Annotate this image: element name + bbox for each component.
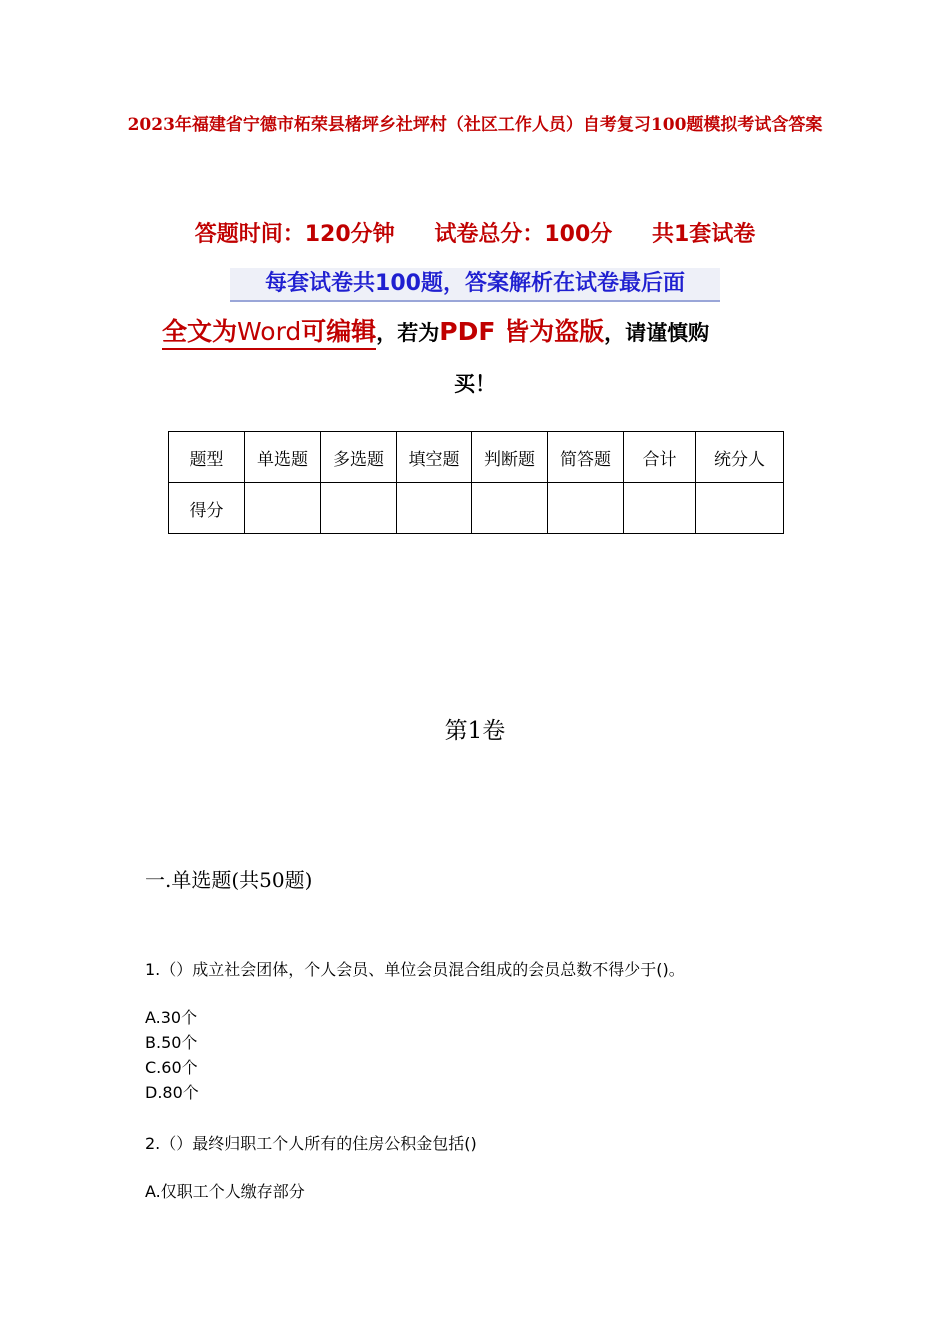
notice-text-3: 买！ <box>454 372 496 396</box>
header-cell: 题型 <box>169 432 245 483</box>
answer-note: 每套试卷共100题，答案解析在试卷最后面 <box>230 268 720 302</box>
option: A.仅职工个人缴存部分 <box>145 1182 305 1201</box>
score-cell <box>321 483 397 534</box>
question-options <box>145 1005 199 1105</box>
exam-time: 答题时间：120分钟 <box>194 222 395 247</box>
header-cell: 合计 <box>624 432 696 483</box>
header-cell: 统分人 <box>696 432 784 483</box>
score-cell <box>696 483 784 534</box>
volume-heading: 第1卷 <box>444 718 506 744</box>
pdf-piracy-notice: PDF 皆为盗版 <box>439 317 605 346</box>
score-table <box>168 431 784 534</box>
score-table-score-row <box>169 483 784 534</box>
row-label-cell: 得分 <box>169 483 245 534</box>
editable-notice: 全文为Word可编辑 <box>162 317 376 350</box>
exam-total-score: 试卷总分：100分 <box>434 222 613 247</box>
score-cell <box>548 483 624 534</box>
header-cell: 单选题 <box>245 432 321 483</box>
header-cell: 判断题 <box>472 432 548 483</box>
option: B.50个 <box>145 1033 198 1052</box>
document-title: 2023年福建省宁德市柘荣县楮坪乡社坪村（社区工作人员）自考复习100题模拟考试含答案 <box>127 115 823 135</box>
score-cell <box>472 483 548 534</box>
score-table-header-row <box>169 432 784 483</box>
header-cell: 填空题 <box>397 432 472 483</box>
option: A.30个 <box>145 1008 198 1027</box>
notice-text-1: ，若为 <box>376 321 440 345</box>
word-label: Word <box>237 317 302 346</box>
score-cell <box>624 483 696 534</box>
exam-info <box>0 220 950 250</box>
score-cell <box>245 483 321 534</box>
notice-text-2: ，请谨慎购 <box>604 321 710 345</box>
header-cell: 简答题 <box>548 432 624 483</box>
edit-notice <box>162 312 802 355</box>
question-stem: 2.（）最终归职工个人所有的住房公积金包括() <box>145 1134 477 1153</box>
header-cell: 多选题 <box>321 432 397 483</box>
question-stem: 1.（）成立社会团体，个人会员、单位会员混合组成的会员总数不得少于()。 <box>145 960 685 979</box>
score-cell <box>397 483 472 534</box>
section-heading: 一.单选题(共50题) <box>145 868 313 892</box>
option: C.60个 <box>145 1058 198 1077</box>
option: D.80个 <box>145 1083 199 1102</box>
question-options <box>145 1179 305 1204</box>
exam-set-count: 共1套试卷 <box>651 222 756 247</box>
